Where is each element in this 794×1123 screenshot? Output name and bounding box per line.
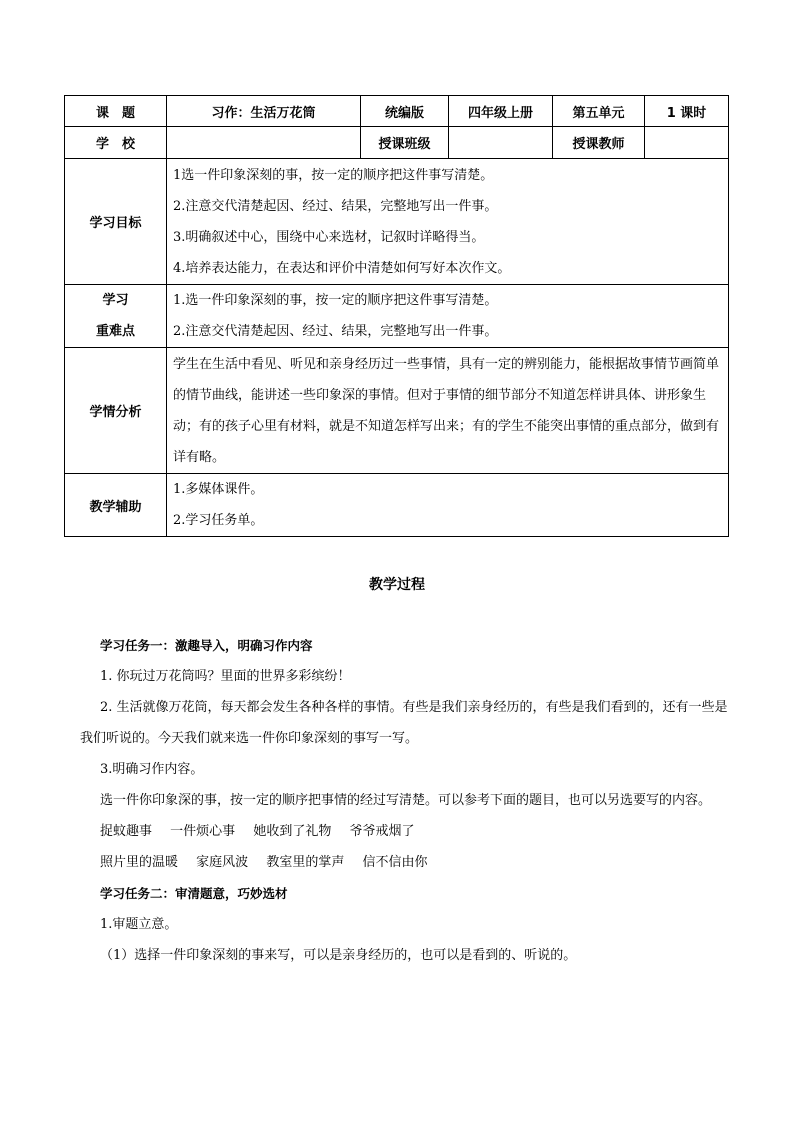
unit-number: 第五单元 xyxy=(553,96,645,127)
topic-item: 捉蚊趣事 xyxy=(100,824,153,839)
table-row xyxy=(65,96,729,127)
topic-item: 照片里的温暖 xyxy=(100,855,179,870)
goal-item: 1选一件印象深刻的事，按一定的顺序把这件事写清楚。 xyxy=(173,167,494,183)
paragraph: 1.审题立意。 xyxy=(100,917,178,932)
class-label: 授课班级 xyxy=(361,127,449,159)
topic-list xyxy=(80,847,728,878)
aids-label: 教学辅助 xyxy=(65,474,167,537)
school-value xyxy=(167,127,361,159)
lesson-hours: 1 课时 xyxy=(645,96,729,127)
analysis-content xyxy=(167,348,729,474)
goal-item: 3.明确叙述中心，围绕中心来选材，记叙时详略得当。 xyxy=(173,229,485,245)
key-point-item: 2.注意交代清楚起因、经过、结果，完整地写出一件事。 xyxy=(173,324,498,339)
topic-item: 教室里的掌声 xyxy=(266,855,345,870)
class-value xyxy=(449,127,553,159)
task-heading: 学习任务一：激趣导入，明确习作内容 xyxy=(100,638,313,653)
topic-item: 家庭风波 xyxy=(196,855,249,870)
analysis-text: 学生在生活中看见、听见和亲身经历过一些事情，具有一定的辨别能力，能根据故事情节画简单的情节曲线，能讲述一些印象深的事情。但对于事情的细节部分不知道怎样讲具体、讲形象生动；有的孩子心里有材料，就是不知道怎样写出来；有的学生不能突出事情的重点部分，做到有详有略。 xyxy=(173,356,720,465)
paragraph: 2. 生活就像万花筒，每天都会发生各种各样的事情。有些是我们亲身经历的，有些是我们看到的，还有一些是我们听说的。今天我们就来选一件你印象深刻的事写一写。 xyxy=(80,700,728,746)
table-row xyxy=(65,127,729,159)
table-row xyxy=(65,348,729,474)
paragraph: （1）选择一件印象深刻的事来写，可以是亲身经历的，也可以是看到的、听说的。 xyxy=(100,948,577,963)
table-row xyxy=(65,285,729,348)
grade-level: 四年级上册 xyxy=(449,96,553,127)
aid-item: 1.多媒体课件。 xyxy=(173,482,264,497)
topic-item: 她收到了礼物 xyxy=(253,824,332,839)
topic-item: 爷爷戒烟了 xyxy=(349,824,415,839)
topic-item: 一件烦心事 xyxy=(170,824,236,839)
topic-item: 信不信由你 xyxy=(362,855,428,870)
goals-label: 学习目标 xyxy=(65,159,167,285)
goal-item: 2.注意交代清楚起因、经过、结果，完整地写出一件事。 xyxy=(173,198,498,214)
section-title: 教学过程 xyxy=(369,577,425,593)
table-row xyxy=(65,474,729,537)
key-points-content xyxy=(167,285,729,348)
lesson-info-table xyxy=(64,95,729,537)
key-points-label xyxy=(65,285,167,348)
teacher-label: 授课教师 xyxy=(553,127,645,159)
goal-item: 4.培养表达能力，在表达和评价中清楚如何写好本次作文。 xyxy=(173,260,511,276)
paragraph: 3.明确习作内容。 xyxy=(100,762,204,777)
task-heading: 学习任务二：审清题意，巧妙选材 xyxy=(100,886,288,901)
school-label: 学 校 xyxy=(65,127,167,159)
analysis-label: 学情分析 xyxy=(65,348,167,474)
table-row xyxy=(65,159,729,285)
goals-content xyxy=(167,159,729,285)
lesson-subject: 习作：生活万花筒 xyxy=(167,96,361,127)
key-point-item: 1.选一件印象深刻的事，按一定的顺序把这件事写清楚。 xyxy=(173,293,498,308)
key-points-label-line2: 重难点 xyxy=(95,324,135,339)
subject-label: 课 题 xyxy=(65,96,167,127)
key-points-label-line1: 学习 xyxy=(102,293,129,308)
teacher-value xyxy=(645,127,729,159)
textbook-edition: 统编版 xyxy=(361,96,449,127)
aids-content xyxy=(167,474,729,537)
topic-list xyxy=(80,816,728,847)
aid-item: 2.学习任务单。 xyxy=(173,513,264,528)
process-body xyxy=(80,630,728,971)
paragraph: 选一件你印象深的事，按一定的顺序把事情的经过写清楚。可以参考下面的题目，也可以另选要写的内容。 xyxy=(100,793,712,808)
paragraph: 1. 你玩过万花筒吗？里面的世界多彩缤纷！ xyxy=(100,669,351,684)
